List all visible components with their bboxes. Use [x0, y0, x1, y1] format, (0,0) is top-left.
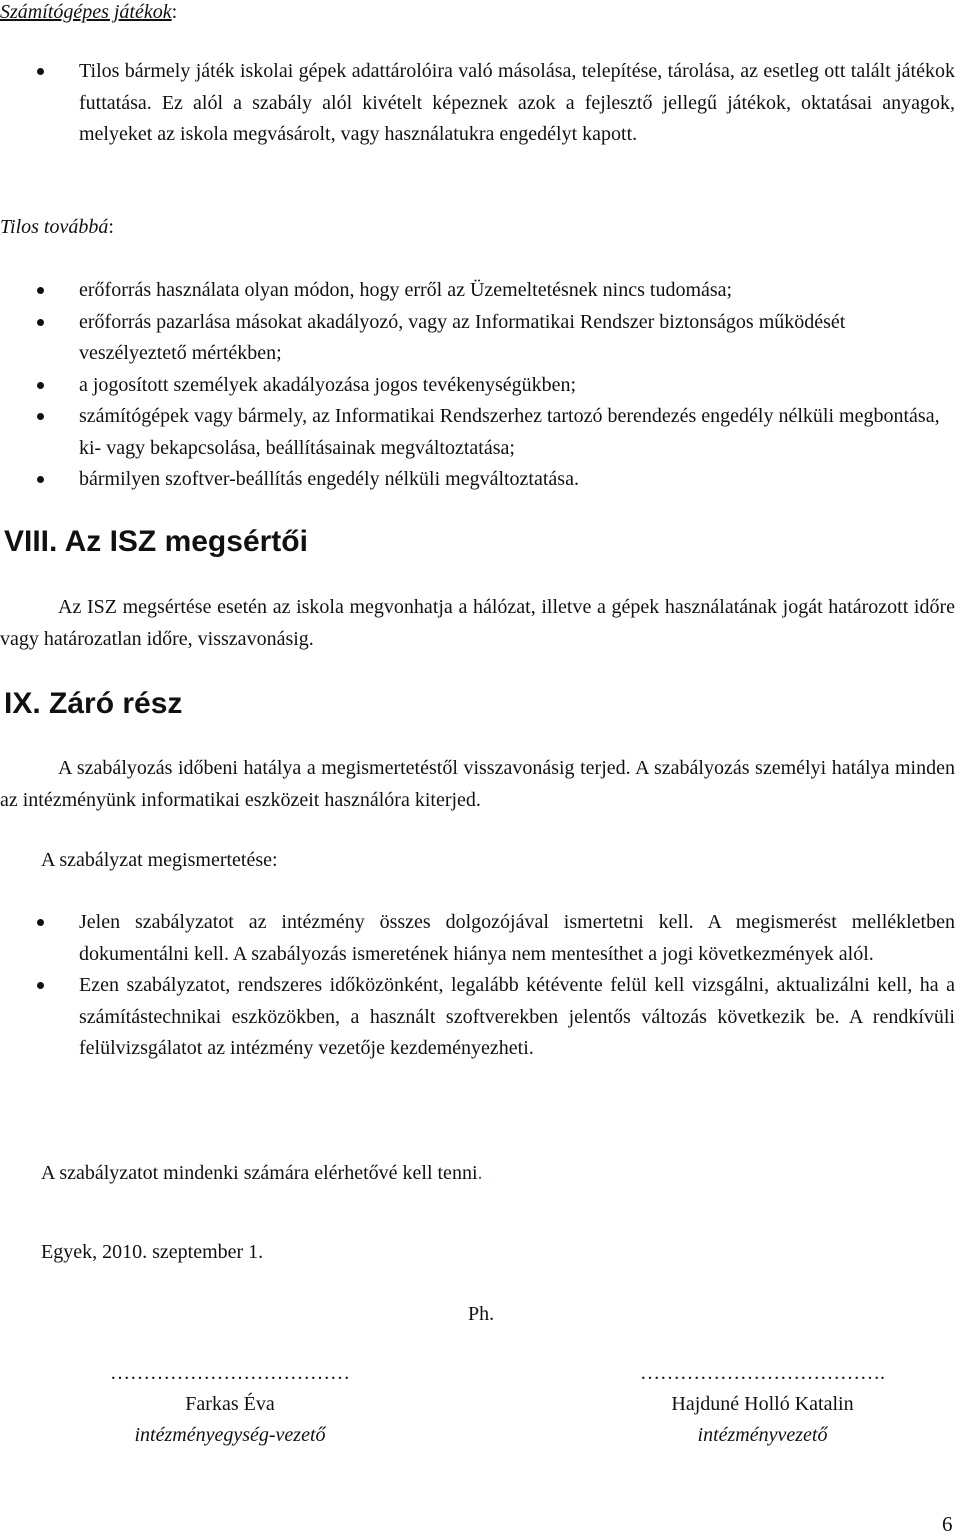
- page-number: 6: [942, 1512, 953, 1536]
- section-ix-body: A szabályozás időbeni hatálya a megismertetéstől visszavonásig terjed. A szabályozás személyi hatálya minden az intézményünk informatikai eszközeit használóra kiterjed.: [0, 757, 955, 811]
- games-section-title: Számítógépes játékok: [0, 1, 172, 23]
- regulation-intro-label: A szabályzat megismertetése:: [41, 849, 278, 871]
- forbidden-list: [0, 275, 955, 496]
- list-item: bármilyen szoftver-beállítás engedély nélküli megváltoztatása.: [0, 464, 955, 496]
- signature-dots: ……………………………….: [640, 1362, 885, 1384]
- signature-block-right: [585, 1358, 940, 1451]
- stamp-mark: Ph.: [468, 1303, 495, 1325]
- regulation-list: [0, 907, 955, 1065]
- list-item: a jogosított személyek akadályozása jogos tevékenységükben;: [0, 370, 955, 402]
- games-list: [0, 56, 955, 151]
- availability-period: .: [477, 1162, 483, 1184]
- signature-title: intézményvezető: [697, 1424, 828, 1446]
- availability-text: A szabályzatot mindenki számára elérhetővé kell tenni: [41, 1162, 478, 1184]
- section-viii-heading: VIII. Az ISZ megsértői: [4, 525, 308, 558]
- list-item: erőforrás használata olyan módon, hogy erről az Üzemeltetésnek nincs tudomása;: [0, 275, 955, 307]
- list-item: Tilos bármely játék iskolai gépek adattárolóira való másolása, telepítése, tárolása, az esetleg ott talált játékok futtatása. Ez alól a szabály alól kivételt képeznek azok a fejlesztő jellegű játékok, oktatásai anyagok, melyeket az iskola megvásárolt, vagy használatukra engedélyt kapott.: [0, 56, 955, 151]
- signature-dots: ………………………………: [110, 1362, 350, 1384]
- forbidden-section-colon: :: [108, 216, 114, 238]
- list-item: erőforrás pazarlása másokat akadályozó, vagy az Informatikai Rendszer biztonságos működését veszélyeztető mértékben;: [0, 307, 955, 370]
- games-section-label: [0, 0, 177, 29]
- availability-note: [41, 1158, 483, 1190]
- section-viii-body: Az ISZ megsértése esetén az iskola megvonhatja a hálózat, illetve a gépek használatának jogát határozott időre vagy határozatlan időre, visszavonásig.: [0, 596, 955, 650]
- forbidden-section-title: Tilos továbbá: [0, 216, 109, 238]
- signature-name: Hajduné Holló Katalin: [671, 1393, 854, 1415]
- list-item: Jelen szabályzatot az intézmény összes dolgozójával ismertetni kell. A megismerést mellékletben dokumentálni kell. A szabályozás ismeretének hiánya nem mentesíthet a jogi következmények alól.: [0, 907, 955, 970]
- forbidden-section-label: [0, 212, 114, 244]
- list-item: számítógépek vagy bármely, az Informatikai Rendszerhez tartozó berendezés engedély nélküli megbontása, ki- vagy bekapcsolása, beállításainak megváltoztatása;: [0, 401, 955, 464]
- signature-title: intézményegység-vezető: [134, 1424, 326, 1446]
- games-section-colon: :: [171, 1, 178, 23]
- section-ix-heading: IX. Záró rész: [4, 687, 183, 720]
- place-date: Egyek, 2010. szeptember 1.: [41, 1241, 264, 1263]
- list-item: Ezen szabályzatot, rendszeres időközönként, legalább kétévente felül kell vizsgálni, aktualizálni kell, ha a számítástechnikai eszközökben, a használt szoftverekben jelentős változás következik be. A rendkívüli felülvizsgálatot az intézmény vezetője kezdeményezheti.: [0, 970, 955, 1065]
- signature-block-left: [55, 1358, 405, 1451]
- signature-name: Farkas Éva: [185, 1393, 275, 1415]
